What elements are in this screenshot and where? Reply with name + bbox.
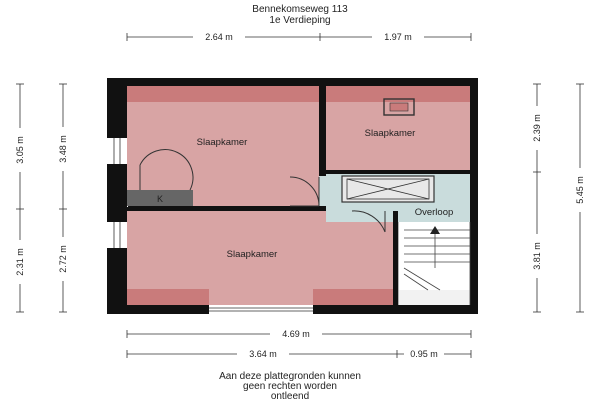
disclaimer-line-1: Aan deze plattegronden kunnen — [219, 371, 361, 382]
label-landing: Overloop — [414, 207, 454, 218]
label-bedroom-top-left: Slaapkamer — [196, 137, 248, 148]
dim-left-outer-bottom: 2.31 m — [15, 248, 25, 276]
disclaimer-line-3: ontleend — [270, 391, 310, 402]
disclaimer-line-2: geen rechten worden — [243, 381, 337, 392]
dim-left-inner-bottom: 2.72 m — [58, 245, 68, 273]
label-bedroom-bottom: Slaapkamer — [226, 249, 278, 260]
window-left-top — [107, 138, 127, 164]
address-title: Bennekomseweg 113 — [252, 4, 348, 15]
dim-bottom-total: 4.69 m — [282, 329, 310, 339]
dim-right-inner-top: 2.39 m — [532, 114, 542, 142]
dim-right-inner-bottom: 3.81 m — [532, 242, 542, 270]
floor-title: 1e Verdieping — [269, 15, 331, 26]
dim-right-outer: 5.45 m — [575, 176, 585, 204]
dim-top-left: 2.64 m — [205, 32, 233, 42]
dim-left-outer-top: 3.05 m — [15, 136, 25, 164]
closet-label: K — [156, 194, 164, 204]
label-bedroom-top-right: Slaapkamer — [364, 128, 416, 139]
dim-left-inner-top: 3.48 m — [58, 135, 68, 163]
window-bottom — [209, 305, 313, 314]
dim-top-right: 1.97 m — [384, 32, 412, 42]
dim-bottom-right: 0.95 m — [410, 349, 438, 359]
dim-bottom-left: 3.64 m — [249, 349, 277, 359]
window-left-bottom — [107, 222, 127, 248]
